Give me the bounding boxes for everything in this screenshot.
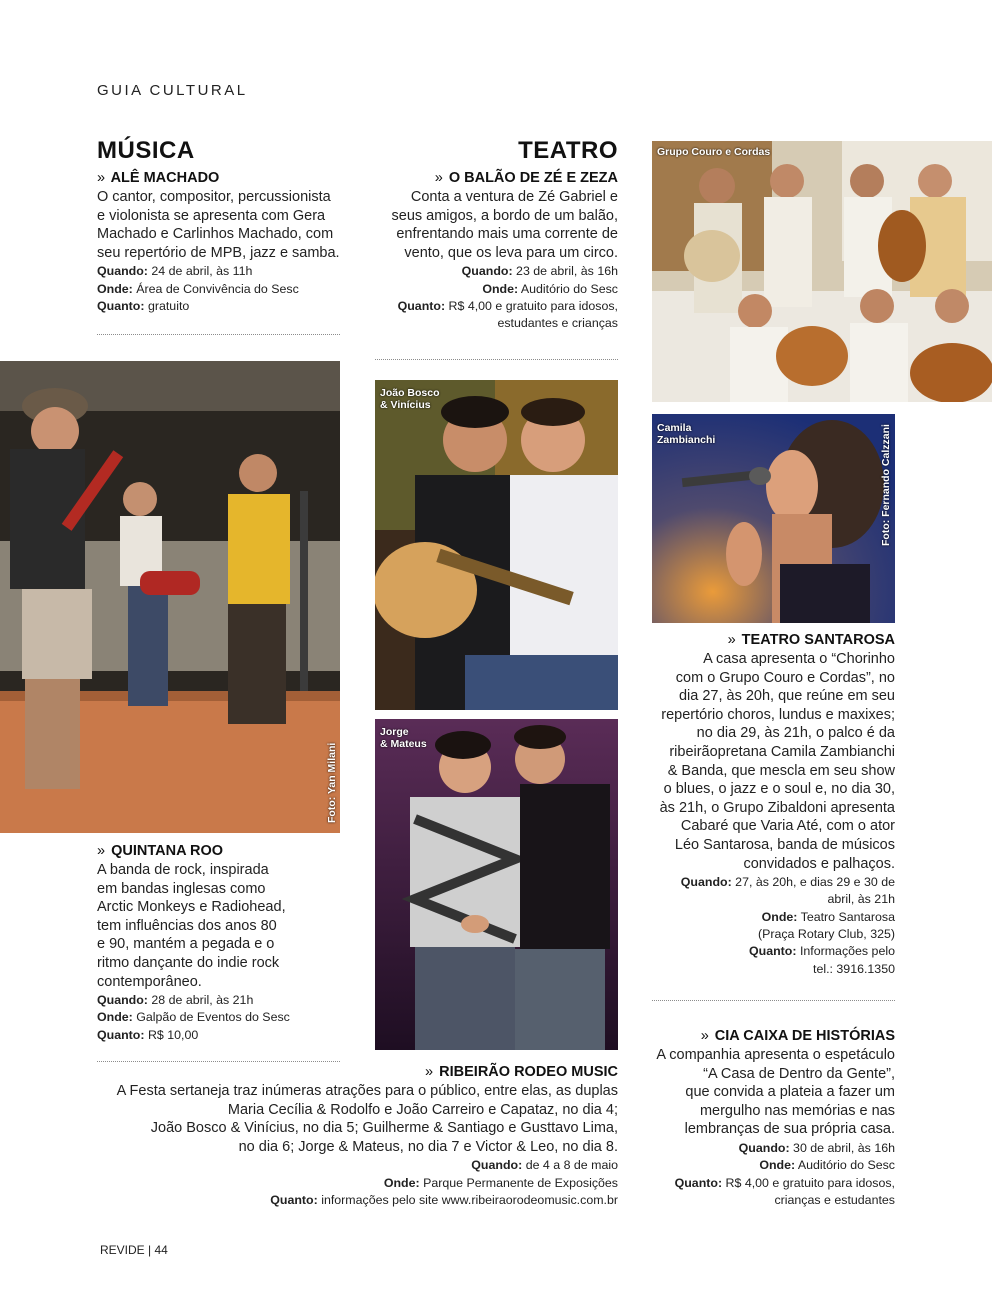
event-title: » RIBEIRÃO RODEO MUSIC bbox=[425, 1064, 618, 1080]
event-details: Quando: 30 de abril, às 16h Onde: Auditório do Sesc Quanto: R$ 4,00 e gratuito para idosos, crianças e estudantes bbox=[674, 1140, 895, 1207]
event-details: Quando: 23 de abril, às 16h Onde: Auditório do Sesc Quanto: R$ 4,00 e gratuito para idosos, estudantes e crianças bbox=[397, 264, 618, 331]
section-title-musica: MÚSICA bbox=[97, 137, 195, 164]
event-description: A banda de rock, inspirada em bandas inglesas como Arctic Monkeys e Radiohead, tem influências dos anos 80 e 90, mantém a pegada e o ritmo dançante do indie rock contemporâneo. bbox=[97, 862, 286, 990]
event-quintana-roo bbox=[97, 843, 347, 1044]
event-balao bbox=[378, 170, 618, 333]
divider bbox=[97, 334, 340, 335]
photo-jorge-mateus bbox=[375, 719, 618, 1050]
event-description: O cantor, compositor, percussionista e violonista se apresenta com Gera Machado e Carlinhos Machado, com seu repertório de MPB, jazz e samba. bbox=[97, 189, 340, 261]
photo-caption: Camila Zambianchi bbox=[657, 422, 716, 446]
divider bbox=[97, 1061, 340, 1062]
event-title: » CIA CAIXA DE HISTÓRIAS bbox=[700, 1028, 895, 1044]
event-teatro-santarosa bbox=[640, 632, 895, 978]
event-description: A companhia apresenta o espetáculo “A Casa de Dentro da Gente”, que convida a plateia a fazer um mergulho nas memórias e nas lembranças de sua própria casa. bbox=[656, 1047, 895, 1138]
event-details: Quando: 24 de abril, às 11h Onde: Área de Convivência do Sesc Quanto: gratuito bbox=[97, 264, 299, 313]
event-ribeirao-rodeo-music bbox=[100, 1064, 618, 1209]
photo-caption: Jorge & Mateus bbox=[380, 726, 427, 750]
photo-credit: Foto: Fernando Calzzani bbox=[880, 424, 892, 546]
divider bbox=[652, 1000, 895, 1001]
event-details: Quando: 27, às 20h, e dias 29 e 30 de abril, às 21h Onde: Teatro Santarosa (Praça Rotary Club, 325) Quanto: Informações pelo tel.: 3916.1350 bbox=[680, 875, 895, 976]
event-title: » QUINTANA ROO bbox=[97, 843, 224, 859]
photo-caption: Grupo Couro e Cordas bbox=[657, 146, 771, 158]
photo-grupo-couro-e-cordas bbox=[652, 141, 992, 402]
divider bbox=[375, 359, 618, 360]
event-title: » TEATRO SANTAROSA bbox=[727, 632, 895, 648]
event-title: » O BALÃO DE ZÉ E ZEZA bbox=[434, 170, 618, 186]
photo-camila-zambianchi bbox=[652, 414, 895, 623]
event-description: Conta a ventura de Zé Gabriel e seus amigos, a bordo de um balão, enfrentando mais uma corrente de vento, que os leva para um circo. bbox=[391, 189, 618, 261]
page-kicker: GUIA CULTURAL bbox=[97, 82, 248, 99]
event-description: A casa apresenta o “Chorinho com o Grupo Couro e Cordas”, no dia 27, às 20h, que reúne em seu repertório choros, lundus e maxixes; no dia 29, às 21h, o palco é da ribeirãopretana Camila Zambianchi & Banda, que mescla em seu show o blues, o jazz e o soul e, no dia 30, às 21h, o Grupo Zibaldoni apresenta Cabaré que Varia Até, com o ator Léo Santarosa, banda de músicos convidados e palhaços. bbox=[659, 651, 895, 872]
photo-caption: João Bosco & Vinícius bbox=[380, 387, 440, 411]
event-cia-caixa-de-historias bbox=[640, 1028, 895, 1209]
photo-quintana-roo bbox=[0, 361, 340, 833]
event-description: A Festa sertaneja traz inúmeras atrações para o público, entre elas, as duplas Maria Cecília & Rodolfo e João Carreiro e Capataz, no dia 4; João Bosco & Vinícius, no dia 5; Guilherme & Santiago e Gusttavo Lima, no dia 6; Jorge & Mateus, no dia 7 e Victor & Leo, no dia 8. bbox=[116, 1083, 618, 1155]
event-ale-machado bbox=[97, 170, 347, 315]
event-details: Quando: de 4 a 8 de maio Onde: Parque Permanente de Exposições Quanto: informações pelo site www.ribeiraorodeomusic.com.br bbox=[270, 1158, 618, 1207]
event-details: Quando: 28 de abril, às 21h Onde: Galpão de Eventos do Sesc Quanto: R$ 10,00 bbox=[97, 993, 290, 1042]
event-title: » ALÊ MACHADO bbox=[97, 170, 220, 186]
section-title-teatro: TEATRO bbox=[518, 137, 618, 164]
photo-joao-bosco-vinicius bbox=[375, 380, 618, 710]
photo-credit: Foto: Yan Milani bbox=[326, 742, 338, 823]
page-footer: REVIDE | 44 bbox=[100, 1243, 168, 1257]
